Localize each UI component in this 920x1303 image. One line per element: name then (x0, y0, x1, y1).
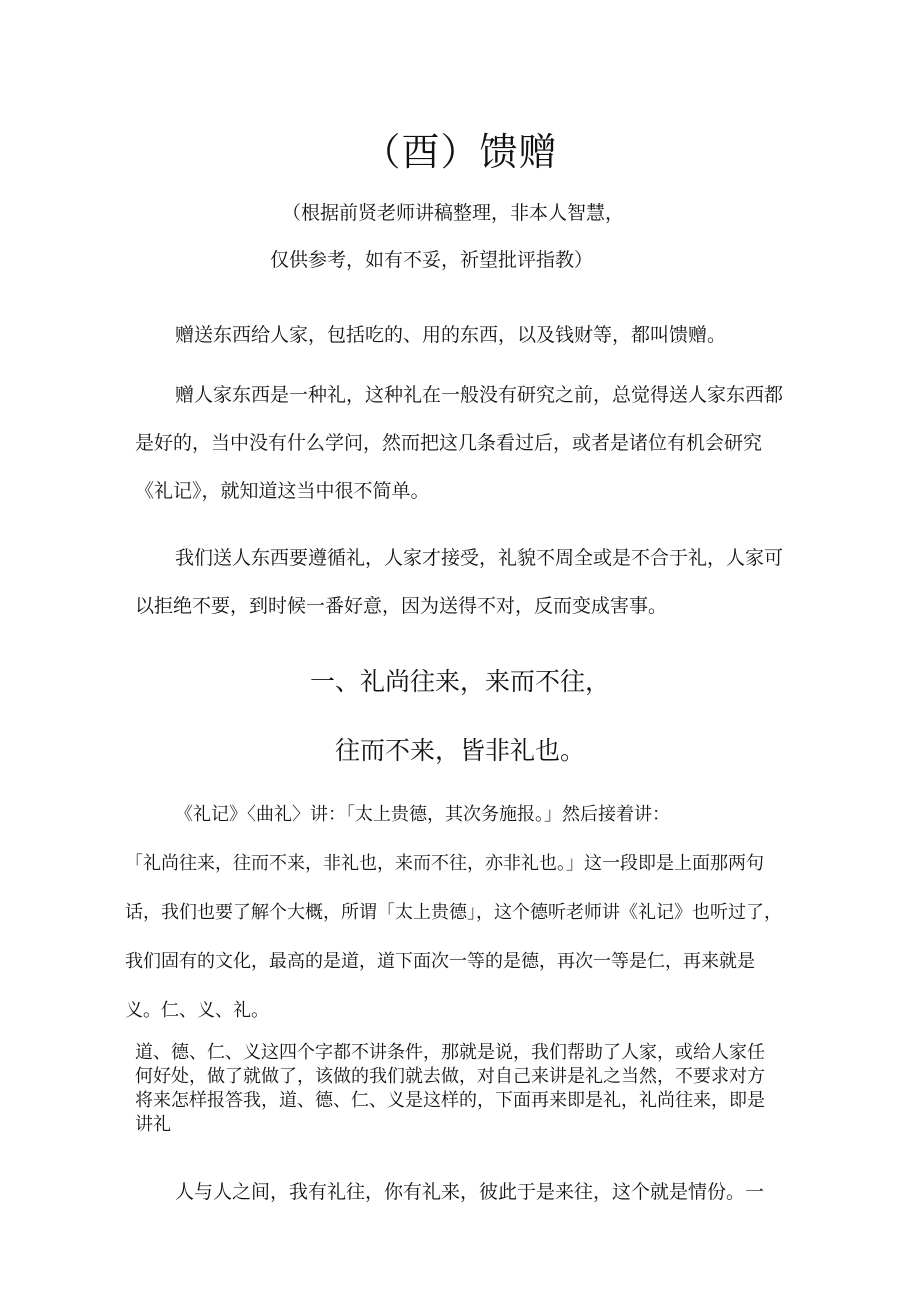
paragraph-quli-quote (125, 790, 790, 1035)
paragraph-mutual-courtesy: 人与人之间，我有礼往，你有礼来，彼此于是来往，这个就是情份。一 (175, 1181, 765, 1203)
paragraph-follow-etiquette: 我们送人东西要遵循礼，人家才接受，礼貌不周全或是不合于礼，人家可以拒绝不要，到时候一番好意，因为送得不对，反而变成害事。 (135, 547, 784, 617)
subtitle-line-1: （根据前贤老师讲稿整理，非本人智慧， (282, 202, 625, 224)
paragraph-quli-quote-body: 「礼尚往来，往而不来，非礼也，来而不往，亦非礼也。」这一段即是上面那两句话，我们也要了解个大概，所谓「太上贵德」，这个德听老师讲《礼记》也听过了，我们固有的文化，最高的是道，道下面次一等的是德，再次一等是仁，再来就是义。仁、义、礼。 (125, 853, 782, 1021)
section-heading-line-1: 一、礼尚往来，来而不往， (309, 667, 610, 696)
paragraph-gift-definition: 赠送东西给人家，包括吃的、用的东西，以及钱财等，都叫馈赠。 (175, 324, 727, 346)
paragraph-quli-quote-intro: 《礼记》〈曲礼〉讲：「太上贵德，其次务施报。」然后接着讲： (175, 804, 670, 825)
paragraph-gift-is-etiquette: 赠人家东西是一种礼，这种礼在一般没有研究之前，总觉得送人家东西都是好的，当中没有什么学问，然而把这几条看过后，或者是诸位有机会研究《礼记》，就知道这当中很不简单。 (135, 384, 784, 502)
subtitle-line-2: 仅供参考，如有不妥，祈望批评指教） (270, 249, 594, 271)
paragraph-dao-de-ren-yi: 道、德、仁、义这四个字都不讲条件，那就是说，我们帮助了人家，或给人家任何好处，做了就做了，该做的我们就去做，对自己来讲是礼之当然，不要求对方将来怎样报答我，道、德、仁、义是这样的，下面再来即是礼，礼尚往来，即是讲礼 (135, 1042, 765, 1135)
document-title: （酉）馈赠 (362, 130, 558, 174)
section-heading-line-2: 往而不来，皆非礼也。 (334, 736, 585, 765)
